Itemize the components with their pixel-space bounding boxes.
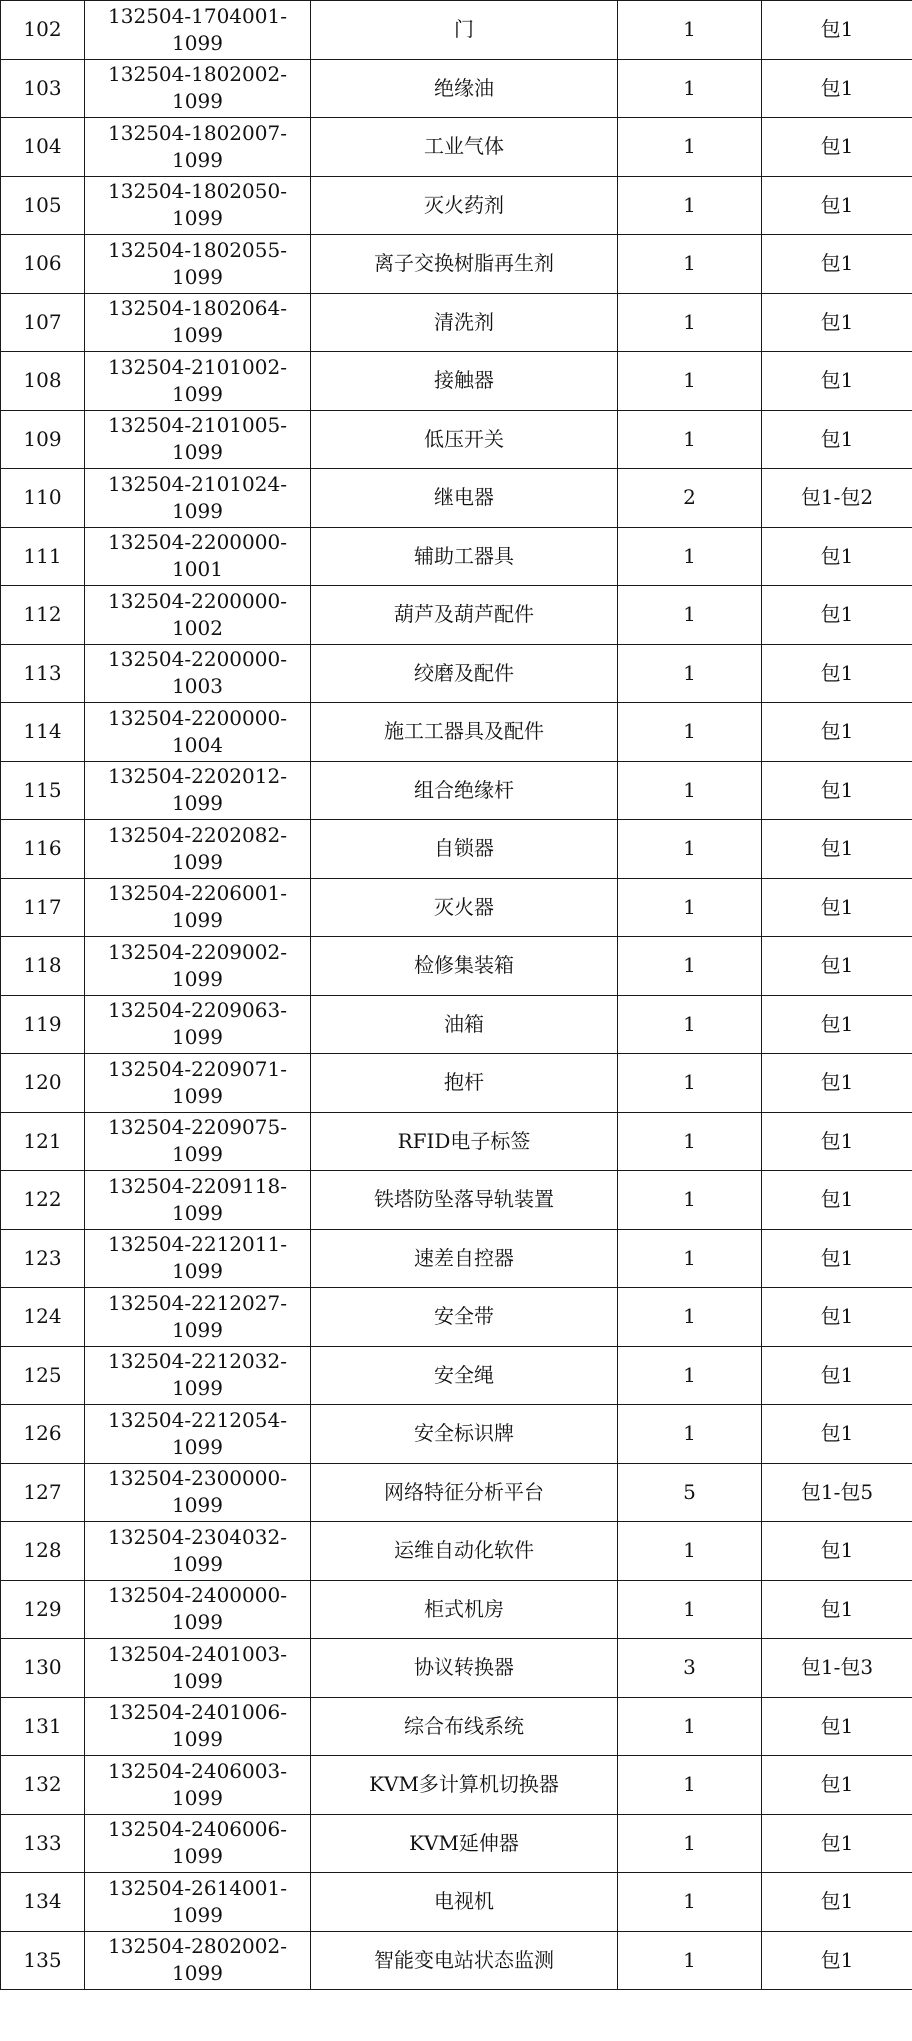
package-cell: 包1 (762, 586, 912, 645)
quantity-cell: 1 (618, 1931, 762, 1990)
material-code-cell (85, 352, 311, 411)
material-code-cell (85, 1054, 311, 1113)
material-name-cell: KVM延伸器 (311, 1814, 618, 1873)
material-code-line-2: 1099 (172, 206, 223, 231)
row-number-cell: 117 (1, 878, 85, 937)
row-number-cell: 132 (1, 1756, 85, 1815)
row-number-cell: 125 (1, 1346, 85, 1405)
material-code-line-1: 132504-1802055- (108, 237, 287, 262)
material-name-cell: 绞磨及配件 (311, 644, 618, 703)
material-name-cell: 柜式机房 (311, 1580, 618, 1639)
row-number-cell: 104 (1, 118, 85, 177)
row-number-cell: 105 (1, 176, 85, 235)
quantity-cell: 1 (618, 1054, 762, 1113)
material-code-line-1: 132504-2202082- (108, 822, 287, 847)
material-name-cell: KVM多计算机切换器 (311, 1756, 618, 1815)
row-number-cell: 120 (1, 1054, 85, 1113)
material-code-line-2: 1099 (172, 89, 223, 114)
quantity-cell: 1 (618, 410, 762, 469)
table-row (1, 1814, 912, 1873)
material-code-cell (85, 878, 311, 937)
table-row (1, 1288, 912, 1347)
table-row (1, 118, 912, 177)
material-name-cell: 智能变电站状态监测 (311, 1931, 618, 1990)
material-code-line-1: 132504-1802050- (108, 179, 287, 204)
material-code-cell (85, 1814, 311, 1873)
package-cell: 包1 (762, 118, 912, 177)
material-code-line-1: 132504-2212032- (108, 1349, 287, 1374)
material-code-cell (85, 1639, 311, 1698)
material-code-cell (85, 644, 311, 703)
material-code-line-1: 132504-2209002- (108, 939, 287, 964)
material-code-line-2: 1099 (172, 1376, 223, 1401)
material-name-cell: 速差自控器 (311, 1229, 618, 1288)
material-code-line-2: 1003 (172, 674, 223, 699)
material-code-line-1: 132504-2614001- (108, 1875, 287, 1900)
material-code-line-2: 1099 (172, 30, 223, 55)
table-row (1, 1463, 912, 1522)
material-name-cell: 灭火药剂 (311, 176, 618, 235)
material-code-line-2: 1099 (172, 147, 223, 172)
table-row (1, 1229, 912, 1288)
table-row (1, 820, 912, 879)
material-name-cell: 检修集装箱 (311, 937, 618, 996)
material-name-cell: 油箱 (311, 995, 618, 1054)
quantity-cell: 1 (618, 1814, 762, 1873)
row-number-cell: 111 (1, 527, 85, 586)
table-body (1, 1, 912, 1990)
package-cell: 包1 (762, 878, 912, 937)
table-row (1, 1171, 912, 1230)
row-number-cell: 129 (1, 1580, 85, 1639)
material-code-line-1: 132504-2200000- (108, 530, 287, 555)
row-number-cell: 115 (1, 761, 85, 820)
material-code-cell (85, 1756, 311, 1815)
quantity-cell: 1 (618, 1756, 762, 1815)
quantity-cell: 1 (618, 1112, 762, 1171)
table-row (1, 1756, 912, 1815)
material-code-line-2: 1099 (172, 381, 223, 406)
package-cell: 包1 (762, 1229, 912, 1288)
row-number-cell: 109 (1, 410, 85, 469)
material-code-line-2: 1099 (172, 1025, 223, 1050)
material-code-cell (85, 1931, 311, 1990)
package-cell: 包1 (762, 820, 912, 879)
material-code-cell (85, 1229, 311, 1288)
table-row (1, 1580, 912, 1639)
material-code-cell (85, 1288, 311, 1347)
quantity-cell: 1 (618, 1, 762, 60)
row-number-cell: 119 (1, 995, 85, 1054)
material-code-cell (85, 995, 311, 1054)
material-code-line-2: 1099 (172, 966, 223, 991)
quantity-cell: 1 (618, 820, 762, 879)
table-row (1, 352, 912, 411)
package-cell: 包1 (762, 59, 912, 118)
material-code-line-1: 132504-2401006- (108, 1700, 287, 1725)
row-number-cell: 114 (1, 703, 85, 762)
package-cell: 包1 (762, 410, 912, 469)
package-cell: 包1 (762, 1405, 912, 1464)
material-code-line-1: 132504-1802064- (108, 296, 287, 321)
quantity-cell: 1 (618, 703, 762, 762)
quantity-cell: 1 (618, 176, 762, 235)
material-code-line-2: 1099 (172, 440, 223, 465)
package-cell: 包1 (762, 1054, 912, 1113)
row-number-cell: 135 (1, 1931, 85, 1990)
package-cell: 包1 (762, 995, 912, 1054)
material-code-line-2: 1099 (172, 323, 223, 348)
material-code-line-2: 1099 (172, 1259, 223, 1284)
quantity-cell: 3 (618, 1639, 762, 1698)
quantity-cell: 1 (618, 644, 762, 703)
quantity-cell: 1 (618, 1873, 762, 1932)
quantity-cell: 1 (618, 937, 762, 996)
package-cell: 包1 (762, 1522, 912, 1581)
package-cell: 包1 (762, 1873, 912, 1932)
material-code-cell (85, 293, 311, 352)
material-code-line-1: 132504-2209063- (108, 998, 287, 1023)
table-row (1, 1639, 912, 1698)
row-number-cell: 121 (1, 1112, 85, 1171)
material-name-cell: 运维自动化软件 (311, 1522, 618, 1581)
material-code-line-1: 132504-2200000- (108, 647, 287, 672)
material-code-line-2: 1004 (172, 732, 223, 757)
material-code-cell (85, 937, 311, 996)
material-name-cell: 离子交换树脂再生剂 (311, 235, 618, 294)
quantity-cell: 1 (618, 235, 762, 294)
material-name-cell: 继电器 (311, 469, 618, 528)
material-code-line-2: 1099 (172, 1902, 223, 1927)
material-code-line-2: 1099 (172, 498, 223, 523)
material-code-cell (85, 1112, 311, 1171)
row-number-cell: 130 (1, 1639, 85, 1698)
material-code-cell (85, 410, 311, 469)
material-code-line-2: 1099 (172, 1493, 223, 1518)
package-cell: 包1 (762, 937, 912, 996)
material-code-line-2: 1099 (172, 1668, 223, 1693)
table-row (1, 586, 912, 645)
material-name-cell: 综合布线系统 (311, 1697, 618, 1756)
package-cell: 包1 (762, 235, 912, 294)
material-name-cell: 葫芦及葫芦配件 (311, 586, 618, 645)
quantity-cell: 1 (618, 1229, 762, 1288)
material-name-cell: 电视机 (311, 1873, 618, 1932)
quantity-cell: 1 (618, 59, 762, 118)
material-name-cell: 自锁器 (311, 820, 618, 879)
material-code-cell (85, 1171, 311, 1230)
material-code-line-1: 132504-2802002- (108, 1934, 287, 1959)
package-cell: 包1 (762, 1, 912, 60)
material-code-cell (85, 820, 311, 879)
material-code-line-1: 132504-2212011- (108, 1232, 287, 1257)
quantity-cell: 1 (618, 352, 762, 411)
material-code-cell (85, 469, 311, 528)
material-code-line-1: 132504-2200000- (108, 705, 287, 730)
quantity-cell: 1 (618, 1346, 762, 1405)
material-code-cell (85, 1522, 311, 1581)
row-number-cell: 126 (1, 1405, 85, 1464)
package-cell: 包1 (762, 1580, 912, 1639)
material-code-line-1: 132504-2200000- (108, 588, 287, 613)
row-number-cell: 107 (1, 293, 85, 352)
material-code-line-2: 1099 (172, 849, 223, 874)
material-code-line-1: 132504-2304032- (108, 1524, 287, 1549)
package-cell: 包1 (762, 1112, 912, 1171)
quantity-cell: 1 (618, 878, 762, 937)
material-code-line-2: 1099 (172, 1142, 223, 1167)
material-code-cell (85, 235, 311, 294)
table-row (1, 1112, 912, 1171)
table-row (1, 703, 912, 762)
material-code-cell (85, 176, 311, 235)
table-row (1, 937, 912, 996)
material-code-line-2: 1099 (172, 1434, 223, 1459)
quantity-cell: 1 (618, 1522, 762, 1581)
material-name-cell: 门 (311, 1, 618, 60)
row-number-cell: 127 (1, 1463, 85, 1522)
material-code-line-1: 132504-2406003- (108, 1758, 287, 1783)
material-code-line-2: 1099 (172, 791, 223, 816)
table-row (1, 176, 912, 235)
quantity-cell: 1 (618, 1171, 762, 1230)
material-code-cell (85, 1463, 311, 1522)
row-number-cell: 112 (1, 586, 85, 645)
package-cell: 包1 (762, 352, 912, 411)
material-code-line-1: 132504-2101002- (108, 354, 287, 379)
row-number-cell: 123 (1, 1229, 85, 1288)
material-name-cell: 绝缘油 (311, 59, 618, 118)
material-code-cell (85, 761, 311, 820)
material-name-cell: 网络特征分析平台 (311, 1463, 618, 1522)
material-code-cell (85, 1580, 311, 1639)
material-name-cell: 灭火器 (311, 878, 618, 937)
material-name-cell: 抱杆 (311, 1054, 618, 1113)
table-row (1, 1346, 912, 1405)
material-code-cell (85, 118, 311, 177)
quantity-cell: 1 (618, 995, 762, 1054)
table-row (1, 1054, 912, 1113)
quantity-cell: 1 (618, 761, 762, 820)
quantity-cell: 5 (618, 1463, 762, 1522)
material-code-line-1: 132504-2209118- (108, 1173, 287, 1198)
material-code-line-2: 1002 (172, 615, 223, 640)
table-row (1, 761, 912, 820)
material-code-line-1: 132504-2202012- (108, 764, 287, 789)
row-number-cell: 103 (1, 59, 85, 118)
row-number-cell: 102 (1, 1, 85, 60)
package-cell: 包1 (762, 1697, 912, 1756)
row-number-cell: 113 (1, 644, 85, 703)
material-code-cell (85, 1, 311, 60)
table-row (1, 995, 912, 1054)
package-cell: 包1 (762, 644, 912, 703)
row-number-cell: 108 (1, 352, 85, 411)
table-row (1, 469, 912, 528)
material-code-cell (85, 59, 311, 118)
material-code-line-2: 1099 (172, 1785, 223, 1810)
material-name-cell: 安全带 (311, 1288, 618, 1347)
material-code-cell (85, 1405, 311, 1464)
package-cell: 包1 (762, 1288, 912, 1347)
package-cell: 包1-包5 (762, 1463, 912, 1522)
table-row (1, 527, 912, 586)
quantity-cell: 1 (618, 527, 762, 586)
table-row (1, 1522, 912, 1581)
material-code-line-2: 1099 (172, 264, 223, 289)
material-code-line-2: 1099 (172, 1961, 223, 1986)
package-cell: 包1 (762, 176, 912, 235)
material-code-line-1: 132504-1802007- (108, 120, 287, 145)
material-code-line-2: 1001 (172, 557, 223, 582)
row-number-cell: 134 (1, 1873, 85, 1932)
package-cell: 包1-包3 (762, 1639, 912, 1698)
row-number-cell: 131 (1, 1697, 85, 1756)
material-code-line-2: 1099 (172, 1083, 223, 1108)
quantity-cell: 1 (618, 586, 762, 645)
material-code-line-1: 132504-2406006- (108, 1817, 287, 1842)
material-code-line-2: 1099 (172, 1727, 223, 1752)
material-code-line-1: 132504-1704001- (108, 3, 287, 28)
material-code-cell (85, 1873, 311, 1932)
material-name-cell: 施工工器具及配件 (311, 703, 618, 762)
table-row (1, 1697, 912, 1756)
material-code-line-2: 1099 (172, 1610, 223, 1635)
table-row (1, 644, 912, 703)
package-cell: 包1 (762, 1931, 912, 1990)
material-code-line-1: 132504-2209075- (108, 1115, 287, 1140)
material-name-cell: 协议转换器 (311, 1639, 618, 1698)
quantity-cell: 2 (618, 469, 762, 528)
package-cell: 包1-包2 (762, 469, 912, 528)
material-code-line-1: 132504-2101024- (108, 471, 287, 496)
material-name-cell: 组合绝缘杆 (311, 761, 618, 820)
row-number-cell: 122 (1, 1171, 85, 1230)
material-code-cell (85, 527, 311, 586)
row-number-cell: 116 (1, 820, 85, 879)
row-number-cell: 128 (1, 1522, 85, 1581)
table-row (1, 1, 912, 60)
material-code-line-1: 132504-2401003- (108, 1641, 287, 1666)
material-code-cell (85, 1346, 311, 1405)
material-name-cell: 工业气体 (311, 118, 618, 177)
material-code-line-2: 1099 (172, 1317, 223, 1342)
material-code-line-2: 1099 (172, 1200, 223, 1225)
quantity-cell: 1 (618, 1288, 762, 1347)
package-cell: 包1 (762, 1814, 912, 1873)
quantity-cell: 1 (618, 1697, 762, 1756)
quantity-cell: 1 (618, 118, 762, 177)
quantity-cell: 1 (618, 293, 762, 352)
row-number-cell: 110 (1, 469, 85, 528)
table-row (1, 1405, 912, 1464)
material-code-line-2: 1099 (172, 1551, 223, 1576)
package-cell: 包1 (762, 703, 912, 762)
material-code-cell (85, 703, 311, 762)
material-code-line-1: 132504-2212027- (108, 1290, 287, 1315)
material-code-line-1: 132504-2400000- (108, 1583, 287, 1608)
table-row (1, 1931, 912, 1990)
material-code-line-1: 132504-2206001- (108, 881, 287, 906)
row-number-cell: 124 (1, 1288, 85, 1347)
package-cell: 包1 (762, 761, 912, 820)
material-code-line-1: 132504-2212054- (108, 1407, 287, 1432)
material-code-line-1: 132504-1802002- (108, 62, 287, 87)
quantity-cell: 1 (618, 1405, 762, 1464)
material-name-cell: 铁塔防坠落导轨装置 (311, 1171, 618, 1230)
material-name-cell: 接触器 (311, 352, 618, 411)
material-name-cell: 低压开关 (311, 410, 618, 469)
material-code-cell (85, 586, 311, 645)
quantity-cell: 1 (618, 1580, 762, 1639)
package-cell: 包1 (762, 527, 912, 586)
material-name-cell: 安全绳 (311, 1346, 618, 1405)
material-code-line-1: 132504-2101005- (108, 413, 287, 438)
material-code-cell (85, 1697, 311, 1756)
row-number-cell: 133 (1, 1814, 85, 1873)
row-number-cell: 106 (1, 235, 85, 294)
material-name-cell: 辅助工器具 (311, 527, 618, 586)
table-row (1, 410, 912, 469)
material-name-cell: RFID电子标签 (311, 1112, 618, 1171)
package-cell: 包1 (762, 1346, 912, 1405)
material-name-cell: 清洗剂 (311, 293, 618, 352)
package-cell: 包1 (762, 1756, 912, 1815)
table-row (1, 59, 912, 118)
package-cell: 包1 (762, 293, 912, 352)
material-code-line-2: 1099 (172, 908, 223, 933)
package-cell: 包1 (762, 1171, 912, 1230)
table-row (1, 293, 912, 352)
table-row (1, 1873, 912, 1932)
table-row (1, 235, 912, 294)
material-code-line-1: 132504-2209071- (108, 1056, 287, 1081)
material-name-cell: 安全标识牌 (311, 1405, 618, 1464)
table-row (1, 878, 912, 937)
material-code-line-1: 132504-2300000- (108, 1466, 287, 1491)
row-number-cell: 118 (1, 937, 85, 996)
material-code-line-2: 1099 (172, 1844, 223, 1869)
